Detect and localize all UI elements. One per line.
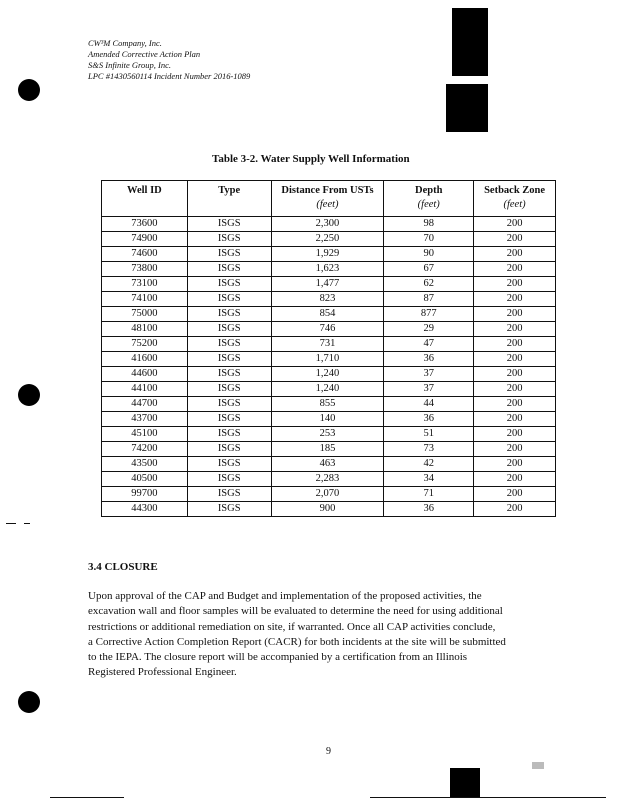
footer-rule-left bbox=[50, 797, 124, 798]
cell-distance: 140 bbox=[271, 412, 384, 427]
punch-hole-top bbox=[18, 79, 40, 101]
table-row bbox=[102, 397, 556, 412]
cell-well-id: 41600 bbox=[102, 352, 188, 367]
table-row bbox=[102, 217, 556, 232]
cell-distance: 1,623 bbox=[271, 262, 384, 277]
table-row bbox=[102, 412, 556, 427]
cell-well-id: 74900 bbox=[102, 232, 188, 247]
cell-depth: 71 bbox=[384, 487, 474, 502]
cell-type: ISGS bbox=[187, 217, 271, 232]
cell-depth: 51 bbox=[384, 427, 474, 442]
cell-well-id: 73600 bbox=[102, 217, 188, 232]
cell-well-id: 73100 bbox=[102, 277, 188, 292]
table-row bbox=[102, 322, 556, 337]
cell-setback: 200 bbox=[474, 352, 556, 367]
document-header bbox=[88, 38, 250, 82]
punch-hole-bottom bbox=[18, 691, 40, 713]
cell-distance: 1,240 bbox=[271, 382, 384, 397]
cell-type: ISGS bbox=[187, 397, 271, 412]
cell-distance: 1,477 bbox=[271, 277, 384, 292]
header-plan-title: Amended Corrective Action Plan bbox=[88, 49, 201, 59]
table-row bbox=[102, 502, 556, 517]
cell-type: ISGS bbox=[187, 427, 271, 442]
cell-type: ISGS bbox=[187, 352, 271, 367]
table-row bbox=[102, 367, 556, 382]
cell-type: ISGS bbox=[187, 307, 271, 322]
column-header-well-id: Well ID bbox=[102, 181, 188, 217]
closure-line: Upon approval of the CAP and Budget and implementation of the proposed activities, the bbox=[88, 590, 482, 602]
margin-dash bbox=[6, 523, 16, 524]
cell-depth: 877 bbox=[384, 307, 474, 322]
cell-depth: 90 bbox=[384, 247, 474, 262]
cell-distance: 855 bbox=[271, 397, 384, 412]
cell-type: ISGS bbox=[187, 232, 271, 247]
cell-distance: 854 bbox=[271, 307, 384, 322]
cell-setback: 200 bbox=[474, 322, 556, 337]
cell-depth: 36 bbox=[384, 412, 474, 427]
table-row bbox=[102, 262, 556, 277]
table-row bbox=[102, 487, 556, 502]
table-row bbox=[102, 472, 556, 487]
cell-setback: 200 bbox=[474, 262, 556, 277]
column-header-setback-zone: Setback Zone (feet) bbox=[474, 181, 556, 217]
cell-setback: 200 bbox=[474, 217, 556, 232]
cell-distance: 463 bbox=[271, 457, 384, 472]
section-body-closure bbox=[88, 589, 588, 681]
cell-well-id: 44300 bbox=[102, 502, 188, 517]
cell-setback: 200 bbox=[474, 247, 556, 262]
cell-depth: 87 bbox=[384, 292, 474, 307]
column-header-distance: Distance From USTs (feet) bbox=[271, 181, 384, 217]
table-row bbox=[102, 277, 556, 292]
section-title-closure: 3.4 CLOSURE bbox=[88, 561, 158, 573]
cell-depth: 37 bbox=[384, 367, 474, 382]
cell-well-id: 73800 bbox=[102, 262, 188, 277]
column-header-depth: Depth (feet) bbox=[384, 181, 474, 217]
cell-setback: 200 bbox=[474, 367, 556, 382]
cell-distance: 2,283 bbox=[271, 472, 384, 487]
table-row bbox=[102, 442, 556, 457]
table-row bbox=[102, 352, 556, 367]
column-header-type: Type bbox=[187, 181, 271, 217]
cell-depth: 47 bbox=[384, 337, 474, 352]
water-supply-well-table bbox=[101, 180, 556, 517]
cell-distance: 253 bbox=[271, 427, 384, 442]
cell-type: ISGS bbox=[187, 337, 271, 352]
redaction-block-bottom bbox=[450, 768, 480, 798]
cell-well-id: 74100 bbox=[102, 292, 188, 307]
table-header-row bbox=[102, 181, 556, 217]
cell-setback: 200 bbox=[474, 382, 556, 397]
footer-rule-right bbox=[370, 797, 606, 798]
cell-depth: 98 bbox=[384, 217, 474, 232]
cell-distance: 900 bbox=[271, 502, 384, 517]
redaction-block-top bbox=[452, 8, 488, 76]
cell-distance: 731 bbox=[271, 337, 384, 352]
closure-line: Registered Professional Engineer. bbox=[88, 666, 237, 679]
cell-type: ISGS bbox=[187, 502, 271, 517]
cell-setback: 200 bbox=[474, 412, 556, 427]
cell-well-id: 45100 bbox=[102, 427, 188, 442]
table-row bbox=[102, 292, 556, 307]
cell-depth: 36 bbox=[384, 502, 474, 517]
cell-setback: 200 bbox=[474, 502, 556, 517]
cell-well-id: 44100 bbox=[102, 382, 188, 397]
cell-distance: 1,240 bbox=[271, 367, 384, 382]
cell-setback: 200 bbox=[474, 427, 556, 442]
cell-setback: 200 bbox=[474, 472, 556, 487]
closure-line: a Corrective Action Completion Report (CACR) for both incidents at the site will be submitted bbox=[88, 635, 506, 648]
cell-well-id: 44600 bbox=[102, 367, 188, 382]
cell-distance: 2,250 bbox=[271, 232, 384, 247]
scan-mark bbox=[532, 762, 544, 769]
table-row bbox=[102, 382, 556, 397]
cell-type: ISGS bbox=[187, 292, 271, 307]
cell-distance: 746 bbox=[271, 322, 384, 337]
table-body bbox=[102, 217, 556, 517]
cell-type: ISGS bbox=[187, 367, 271, 382]
cell-type: ISGS bbox=[187, 442, 271, 457]
margin-dash bbox=[24, 523, 30, 524]
cell-depth: 67 bbox=[384, 262, 474, 277]
cell-setback: 200 bbox=[474, 307, 556, 322]
table-row bbox=[102, 247, 556, 262]
cell-depth: 73 bbox=[384, 442, 474, 457]
cell-type: ISGS bbox=[187, 457, 271, 472]
cell-distance: 2,070 bbox=[271, 487, 384, 502]
cell-well-id: 44700 bbox=[102, 397, 188, 412]
cell-setback: 200 bbox=[474, 277, 556, 292]
cell-type: ISGS bbox=[187, 382, 271, 397]
cell-setback: 200 bbox=[474, 457, 556, 472]
cell-setback: 200 bbox=[474, 442, 556, 457]
table-row bbox=[102, 232, 556, 247]
cell-distance: 2,300 bbox=[271, 217, 384, 232]
cell-type: ISGS bbox=[187, 412, 271, 427]
cell-setback: 200 bbox=[474, 232, 556, 247]
cell-well-id: 74600 bbox=[102, 247, 188, 262]
cell-setback: 200 bbox=[474, 397, 556, 412]
cell-depth: 37 bbox=[384, 382, 474, 397]
cell-distance: 823 bbox=[271, 292, 384, 307]
cell-depth: 34 bbox=[384, 472, 474, 487]
cell-depth: 29 bbox=[384, 322, 474, 337]
cell-type: ISGS bbox=[187, 247, 271, 262]
cell-well-id: 48100 bbox=[102, 322, 188, 337]
page-number: 9 bbox=[326, 746, 331, 757]
cell-well-id: 40500 bbox=[102, 472, 188, 487]
cell-well-id: 74200 bbox=[102, 442, 188, 457]
cell-type: ISGS bbox=[187, 262, 271, 277]
cell-well-id: 75200 bbox=[102, 337, 188, 352]
table-title: Table 3-2. Water Supply Well Information bbox=[212, 153, 410, 165]
punch-hole-middle bbox=[18, 384, 40, 406]
cell-well-id: 99700 bbox=[102, 487, 188, 502]
cell-depth: 62 bbox=[384, 277, 474, 292]
cell-distance: 1,710 bbox=[271, 352, 384, 367]
cell-well-id: 43500 bbox=[102, 457, 188, 472]
cell-setback: 200 bbox=[474, 487, 556, 502]
cell-distance: 1,929 bbox=[271, 247, 384, 262]
table-row bbox=[102, 427, 556, 442]
header-incident: LPC #1430560114 Incident Number 2016-1089 bbox=[88, 71, 251, 81]
table-row bbox=[102, 337, 556, 352]
closure-line: to the IEPA. The closure report will be accompanied by a certification from an Illinois bbox=[88, 651, 468, 664]
cell-setback: 200 bbox=[474, 337, 556, 352]
cell-well-id: 75000 bbox=[102, 307, 188, 322]
cell-distance: 185 bbox=[271, 442, 384, 457]
cell-type: ISGS bbox=[187, 277, 271, 292]
header-client: S&S Infinite Group, Inc. bbox=[88, 60, 172, 70]
cell-type: ISGS bbox=[187, 487, 271, 502]
table-row bbox=[102, 457, 556, 472]
header-company: CW³M Company, Inc. bbox=[88, 38, 162, 48]
redaction-block-upper bbox=[446, 84, 488, 132]
table-row bbox=[102, 307, 556, 322]
cell-depth: 42 bbox=[384, 457, 474, 472]
cell-type: ISGS bbox=[187, 472, 271, 487]
cell-type: ISGS bbox=[187, 322, 271, 337]
cell-well-id: 43700 bbox=[102, 412, 188, 427]
cell-depth: 36 bbox=[384, 352, 474, 367]
closure-line: restrictions or additional remediation on site, if warranted. Once all CAP activities conclude, bbox=[88, 620, 496, 633]
cell-depth: 44 bbox=[384, 397, 474, 412]
closure-line: excavation wall and floor samples will be evaluated to determine the need for using additional bbox=[88, 605, 503, 618]
cell-depth: 70 bbox=[384, 232, 474, 247]
cell-setback: 200 bbox=[474, 292, 556, 307]
